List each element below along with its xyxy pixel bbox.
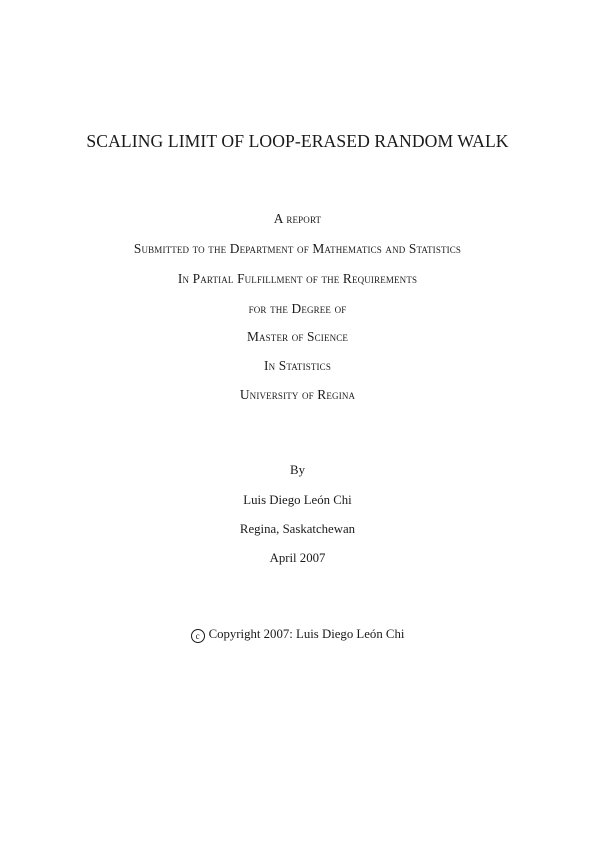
fulfillment-line: In Partial Fulfillment of the Requirements	[177, 271, 418, 286]
submission-date: April 2007	[269, 551, 326, 565]
degree-for-line: for the Degree of	[248, 301, 347, 316]
report-type: A report	[273, 211, 322, 226]
copyright-icon: c	[191, 629, 205, 643]
by-line: By	[290, 463, 305, 477]
university-line: University of Regina	[239, 387, 356, 402]
thesis-title: SCALING LIMIT OF LOOP-ERASED RANDOM WALK	[86, 131, 509, 151]
submitted-line: Submitted to the Department of Mathematics and Statistics	[133, 241, 462, 256]
degree-line: Master of Science	[246, 329, 349, 344]
author-location: Regina, Saskatchewan	[239, 522, 356, 536]
field-line: In Statistics	[264, 358, 331, 373]
author-name: Luis Diego León Chi	[243, 493, 352, 507]
copyright-notice	[0, 628, 595, 643]
copyright-text: Copyright 2007: Luis Diego León Chi	[208, 627, 405, 641]
